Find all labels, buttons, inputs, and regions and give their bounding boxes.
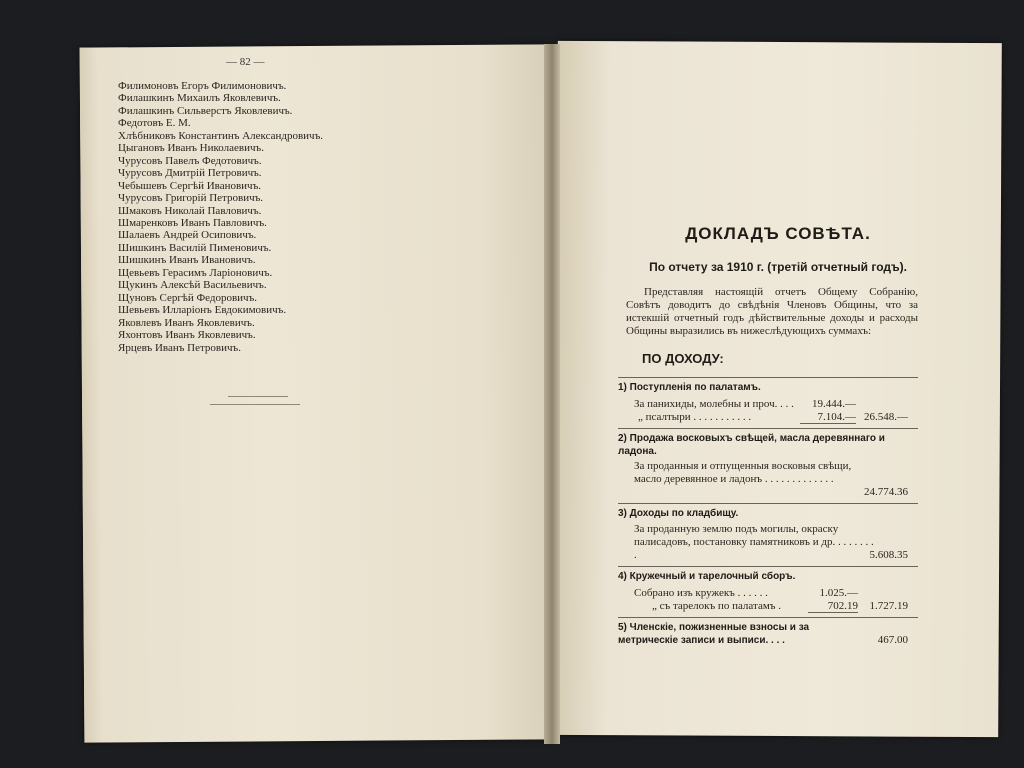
list-item: Чебышевъ Сергѣй Ивановичъ. bbox=[118, 179, 262, 192]
entry-description: За проданныя и отпущенныя восковыя свѣщи, масло деревянное и ладонъ . . . . . . . . . . . . . bbox=[634, 460, 852, 485]
list-item: Шишкинъ Иванъ Ивановичъ. bbox=[118, 254, 256, 267]
list-item: Чурусовъ Павелъ Федотовичъ. bbox=[118, 154, 262, 167]
list-item: Щукинъ Алексѣй Васильевичъ. bbox=[118, 279, 267, 292]
list-item: Шевьевъ Илларіонъ Евдокимовичъ. bbox=[118, 304, 287, 317]
section-total: 5.608.35 bbox=[869, 549, 908, 561]
list-item: Шмаковъ Николай Павловичъ. bbox=[118, 204, 262, 217]
entry-amount: 1.025.— bbox=[819, 587, 858, 599]
section-title: 4) Кружечный и тарелочный сборъ. bbox=[618, 571, 796, 582]
report-subtitle: По отчету за 1910 г. (третій отчетный годъ). bbox=[649, 260, 907, 274]
list-item: Ярцевъ Иванъ Петровичъ. bbox=[118, 341, 241, 354]
list-item: Цыгановъ Иванъ Николаевичъ. bbox=[118, 142, 264, 155]
entry-description: За проданную землю подъ могилы, окраску палисадовъ, постановку памятниковъ и др. . . . . . . . . bbox=[634, 523, 874, 561]
section-divider bbox=[210, 404, 300, 405]
list-item: Шалаевъ Андрей Осиповичъ. bbox=[118, 229, 257, 242]
list-item: Щуновъ Сергѣй Федоровичъ. bbox=[118, 291, 258, 304]
member-name-list bbox=[118, 80, 323, 354]
entry-label: За панихиды, молебны и проч. . . . bbox=[634, 398, 794, 410]
list-item: Шишкинъ Василій Пименовичъ. bbox=[118, 241, 272, 254]
section-rule bbox=[618, 617, 918, 618]
section-rule bbox=[618, 503, 918, 504]
section-title: 3) Доходы по кладбищу. bbox=[618, 508, 739, 519]
entry-amount: 7.104.— bbox=[800, 411, 856, 424]
report-title: ДОКЛАДЪ СОВѢТА. bbox=[685, 224, 871, 243]
list-item: Яковлевъ Иванъ Яковлевичъ. bbox=[118, 316, 255, 329]
section-total: 1.727.19 bbox=[869, 600, 908, 612]
report-content bbox=[556, 42, 1000, 736]
entry-label: „ псалтыри . . . . . . . . . . . bbox=[638, 411, 752, 423]
entry-label: „ съ тарелокъ по палатамъ . bbox=[652, 600, 781, 612]
list-item: Щевьевъ Герасимъ Ларіоновичъ. bbox=[118, 266, 273, 279]
list-item: Филашкинъ Сильверстъ Яковлевичъ. bbox=[118, 104, 293, 117]
section-divider bbox=[228, 396, 288, 397]
list-item: Филашкинъ Михаилъ Яковлевичъ. bbox=[118, 92, 281, 105]
entry-amount: 702.19 bbox=[808, 600, 858, 613]
list-item: Чурусовъ Григорій Петровичъ. bbox=[118, 192, 264, 205]
intro-paragraph: Представляя настоящій отчетъ Общему Собранію, Совѣтъ доводитъ до свѣдѣнія Членовъ Общины, что за истекшій отчетный годъ дѣйствительные доходы и расходы Общины выразились въ нижеслѣдующихъ суммахъ: bbox=[626, 286, 918, 337]
section-title: 5) Членскіе, пожизненные взносы и за метрическіе записи и выписи. . . . bbox=[618, 622, 810, 646]
list-item: Федотовъ Е. М. bbox=[118, 117, 191, 130]
list-item: Чурусовъ Дмитрій Петровичъ. bbox=[118, 167, 262, 180]
section-title: 1) Поступленія по палатамъ. bbox=[618, 382, 761, 393]
list-item: Яхонтовъ Иванъ Яковлевичъ. bbox=[118, 329, 256, 342]
list-item: Хлѣбниковъ Константинъ Александровичъ. bbox=[118, 129, 324, 142]
section-total: 26.548.— bbox=[864, 411, 908, 423]
section-rule bbox=[618, 377, 918, 378]
page-number: — 82 — bbox=[226, 56, 265, 68]
section-rule bbox=[618, 566, 918, 567]
section-total: 467.00 bbox=[877, 634, 908, 646]
entry-label: Собрано изъ кружекъ . . . . . . bbox=[634, 587, 768, 599]
section-total: 24.774.36 bbox=[864, 486, 908, 498]
list-item: Филимоновъ Егоръ Филимоновичъ. bbox=[118, 80, 287, 92]
list-item: Шмаренковъ Иванъ Павловичъ. bbox=[118, 216, 267, 229]
income-heading: ПО ДОХОДУ: bbox=[642, 351, 724, 366]
section-title: 2) Продажа восковыхъ свѣщей, масла деревяннаго и ладона. bbox=[618, 433, 885, 457]
entry-amount: 19.444.— bbox=[812, 398, 856, 410]
section-rule bbox=[618, 428, 918, 429]
